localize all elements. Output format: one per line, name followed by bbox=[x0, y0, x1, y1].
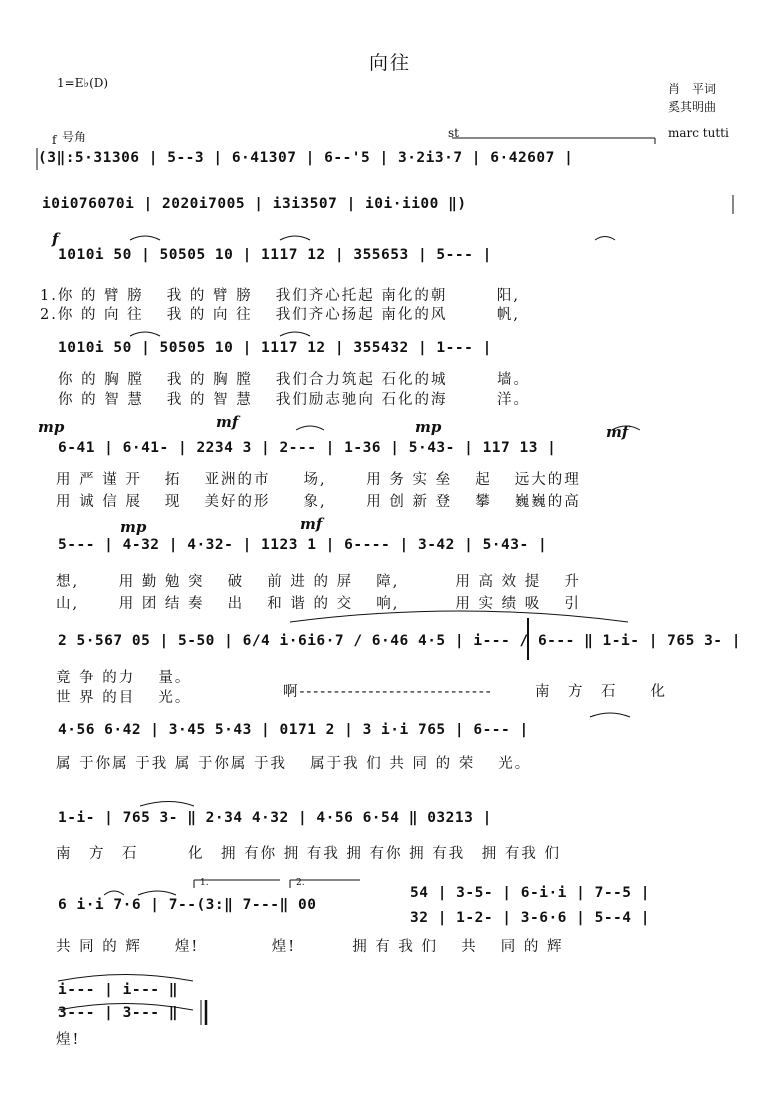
volta-1: 1. bbox=[200, 878, 209, 888]
sec3-notes-a: 2 5·567 05 | 5-50 | 6/4 i·6i6·7 / 6·46 4·5 | i--- / 6--- ‖ 1-i- | 765 3- | bbox=[58, 633, 742, 649]
intro-notes-row2: i0i076070i | 2020i7005 | i3i3507 | i0i·ii00 ‖) bbox=[42, 196, 467, 212]
sec2-notes-b: 5--- | 4-32 | 4·32- | 1123 1 | 6---- | 3-42 | 5·43- | bbox=[58, 537, 548, 553]
dynamic-f-intro: f bbox=[52, 133, 57, 147]
sec1-notes-b: 1010i 50 | 50505 10 | 1117 12 | 355432 | 1--- | bbox=[58, 340, 492, 356]
final-notes-upper: i--- | i--- ‖ bbox=[58, 982, 178, 998]
dynamic-mp-1: mp bbox=[38, 418, 65, 436]
sec3-notes-b: 4·56 6·42 | 3·45 5·43 | 0171 2 | 3 i·i 765 | 6--- | bbox=[58, 722, 529, 738]
sec3-lyric-a1: 竟 争 的力 量。 bbox=[56, 670, 192, 686]
final-lyric: 煌! bbox=[56, 1032, 81, 1048]
marking-st: st bbox=[448, 126, 459, 140]
sec1-lyric-a2: 2.你 的 向 往 我 的 向 往 我们齐心扬起 南化的风 帆, bbox=[40, 307, 520, 323]
dynamic-mf-1: mf bbox=[216, 413, 239, 431]
sec2-notes-a: 6-41 | 6·41- | 2234 3 | 2--- | 1-36 | 5·43- | 117 13 | bbox=[58, 440, 557, 456]
dynamic-f: f bbox=[52, 230, 59, 248]
marking-tutti: marc tutti bbox=[668, 126, 729, 140]
sec4-notes-b-lower: 32 | 1-2- | 3-6·6 | 5--4 | bbox=[410, 910, 650, 926]
dynamic-mp-2: mp bbox=[415, 418, 442, 436]
sec3-ah: 啊---------------------------- bbox=[283, 684, 493, 700]
sec4-notes-b: 6 i·i 7·6 | 7--(3:‖ 7---‖ 00 bbox=[58, 897, 317, 913]
sec3-lyric-a2: 世 界 的目 光。 bbox=[56, 690, 192, 706]
volta-2: 2. bbox=[296, 878, 305, 888]
final-notes-lower: 3--- | 3--- ‖ bbox=[58, 1005, 178, 1021]
sec2-lyric-a1: 用 严 谨 开 拓 亚洲的市 场, 用 务 实 垒 起 远大的理 bbox=[56, 472, 581, 488]
instrument-label: 号角 bbox=[62, 130, 87, 144]
sec3-lyric-a3: 南 方 石 化 bbox=[535, 684, 667, 700]
sec1-lyric-b2: 你 的 智 慧 我 的 智 慧 我们励志驰向 石化的海 洋。 bbox=[58, 392, 530, 408]
sec3-lyric-b: 属 于你属 于我 属 于你属 于我 属于我 们 共 同 的 荣 光。 bbox=[56, 756, 532, 772]
sec2-lyric-b1: 想, 用 勤 勉 突 破 前 进 的 屏 障, 用 高 效 提 升 bbox=[56, 574, 581, 590]
dynamic-mp-3: mp bbox=[120, 518, 147, 536]
intro-notes-row1: (3‖:5·31306 | 5--3 | 6·41307 | 6--'5 | 3·2i3·7 | 6·42607 | bbox=[38, 150, 574, 166]
dynamic-mf-2: mf bbox=[606, 423, 629, 441]
sec1-notes-a: 1010i 50 | 50505 10 | 1117 12 | 355653 | 5--- | bbox=[58, 247, 492, 263]
sec4-lyric-a: 南 方 石 化 拥 有你 拥 有我 拥 有你 拥 有我 拥 有我 们 bbox=[56, 846, 561, 862]
key-signature: 1=E♭(D) bbox=[57, 76, 109, 90]
lyricist-credit: 肖 平词 bbox=[668, 82, 717, 96]
sec1-lyric-b1: 你 的 胸 膛 我 的 胸 膛 我们合力筑起 石化的城 墙。 bbox=[58, 372, 530, 388]
sec4-notes-b-upper: 54 | 3-5- | 6-i·i | 7--5 | bbox=[410, 885, 650, 901]
sec4-notes-a: 1-i- | 765 3- ‖ 2·34 4·32 | 4·56 6·54 ‖ 03213 | bbox=[58, 810, 492, 826]
sec1-lyric-a1: 1.你 的 臂 膀 我 的 臂 膀 我们齐心托起 南化的朝 阳, bbox=[40, 288, 520, 304]
song-title: 向往 bbox=[368, 52, 411, 74]
sec2-lyric-a2: 用 诚 信 展 现 美好的形 象, 用 创 新 登 攀 巍巍的高 bbox=[56, 494, 581, 510]
composer-credit: 奚其明曲 bbox=[668, 100, 717, 114]
sec2-lyric-b2: 山, 用 团 结 奏 出 和 谐 的 交 响, 用 实 绩 吸 引 bbox=[56, 596, 581, 612]
sec4-lyric-b: 共 同 的 辉 煌! 煌! 拥 有 我 们 共 同 的 辉 bbox=[56, 939, 564, 955]
dynamic-mf-3: mf bbox=[300, 515, 323, 533]
